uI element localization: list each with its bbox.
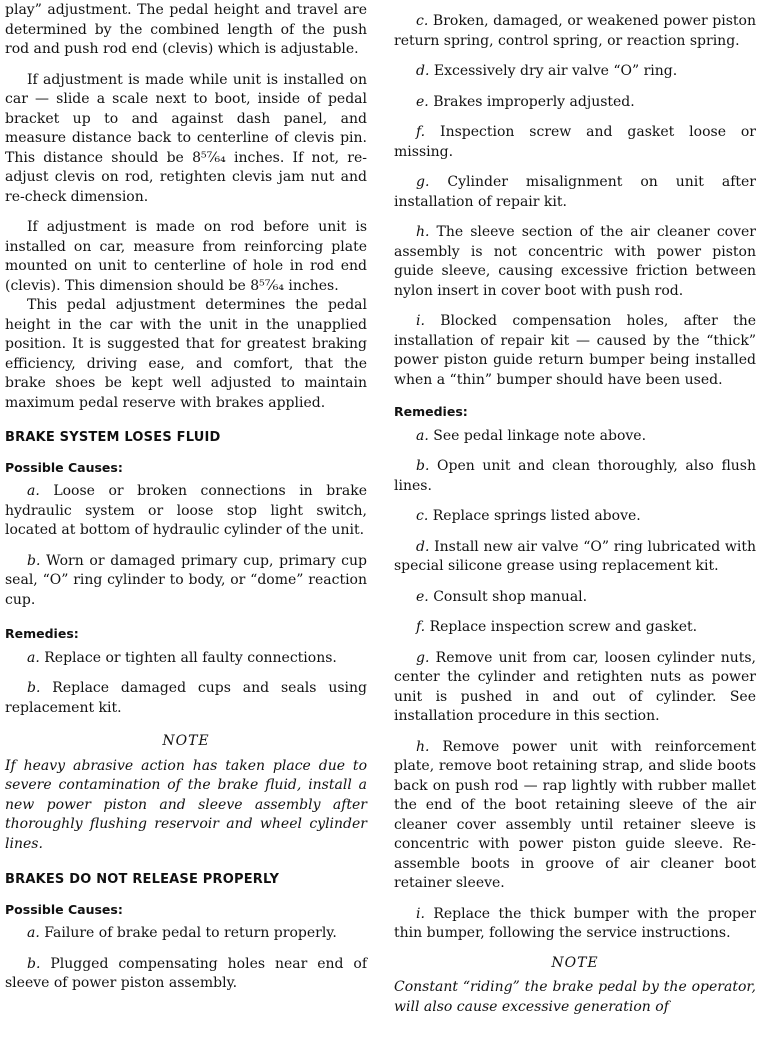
item-text: Broken, damaged, or weakened power piston return spring, control spring, or reaction spring. <box>394 13 756 49</box>
item-letter: b. <box>27 680 41 696</box>
item-letter: g. <box>416 649 430 666</box>
remedy-item <box>394 538 756 577</box>
paragraph-adjust-on-car: If adjustment is made while unit is installed on car — slide a scale next to boot, inside of pedal bracket up to and against dash panel, and measure distance back to centerline of clevis pin. This distance should be 8⁵⁷⁄₆₄ inches. If not, re-adjust clevis on rod, retighten clevis jam nut and re-check dimension. <box>5 71 367 205</box>
cause-item <box>5 552 367 611</box>
item-letter: e. <box>416 93 429 110</box>
item-letter: a. <box>27 483 40 499</box>
item-letter: h. <box>416 224 430 240</box>
note-title: NOTE <box>551 954 599 971</box>
cause-item <box>5 924 367 944</box>
remedy-item <box>5 649 367 669</box>
item-letter: a. <box>27 925 40 941</box>
remedies-label: Remedies: <box>394 404 468 419</box>
cause-item <box>394 62 756 82</box>
possible-causes-label: Possible Causes: <box>5 901 123 917</box>
section-heading-loses-fluid: BRAKE SYSTEM LOSES FLUID <box>5 430 221 445</box>
item-text: Replace the thick bumper with the proper thin bumper, following the service instructions. <box>394 905 756 941</box>
item-letter: b. <box>27 955 41 972</box>
item-letter: c. <box>416 13 429 29</box>
item-text: Consult shop manual. <box>433 588 588 605</box>
item-letter: i. <box>416 905 425 922</box>
right-column <box>394 0 756 1017</box>
item-text: Excessively dry air valve “O” ring. <box>433 63 678 79</box>
paragraph-adjust-on-rod: If adjustment is made on rod before unit is installed on car, measure from reinforcing plate mounted on unit to centerline of hole in rod end (clevis). This dimension should be 8⁵⁷⁄₆₄ inches. <box>5 219 367 294</box>
item-letter: c. <box>416 508 429 524</box>
cause-item <box>5 482 367 541</box>
item-text: Remove power unit with reinforcement plate, remove boot retaining strap, and slide boots back on push rod — rap lightly with rubber mallet the end of the boot retaining sleeve of the air cleaner cover assembly until retainer sleeve is concentric with power piston guide sleeve. Re-assemble boots in groove of air cleaner boot retainer sleeve. <box>394 738 756 891</box>
item-text: Install new air valve “O” ring lubricated with special silicone grease using replacement kit. <box>394 538 756 574</box>
item-text: Worn or damaged primary cup, primary cup seal, “O” ring cylinder to body, or “dome” reaction cup. <box>5 552 368 608</box>
remedy-item <box>394 738 756 894</box>
item-text: Remove unit from car, loosen cylinder nuts, center the cylinder and retighten nuts as power unit is pushed in and out of cylinder. See installation procedure in this section. <box>394 649 756 724</box>
item-text: Replace damaged cups and seals using replacement kit. <box>5 680 367 716</box>
item-letter: g. <box>416 174 430 190</box>
item-letter: d. <box>416 63 430 79</box>
item-text: See pedal linkage note above. <box>433 427 647 444</box>
item-letter: d. <box>416 538 430 555</box>
item-text: Inspection screw and gasket loose or missing. <box>394 124 757 160</box>
cause-item <box>5 955 367 994</box>
note-title: NOTE <box>162 733 210 749</box>
item-text: Replace or tighten all faulty connections. <box>44 649 337 666</box>
item-text: Failure of brake pedal to return properly. <box>44 925 337 941</box>
item-text: Blocked compensation holes, after the installation of repair kit — caused by the “thick” power piston guide return bumper being installed when a “thin” bumper should have been used. <box>394 313 757 388</box>
item-letter: f. <box>416 619 426 635</box>
item-text: Plugged compensating holes near end of sleeve of power piston assembly. <box>5 955 368 991</box>
remedy-item <box>394 457 756 496</box>
cause-item <box>394 93 756 113</box>
item-text: Replace inspection screw and gasket. <box>429 619 698 635</box>
paragraph-continued: play” adjustment. The pedal height and travel are determined by the combined length of the push rod and push rod end (clevis) which is adjustable. <box>5 2 367 57</box>
item-letter: a. <box>416 427 429 444</box>
item-text: Cylinder misalignment on unit after installation of repair kit. <box>394 174 756 210</box>
cause-item <box>394 223 756 301</box>
item-letter: e. <box>416 588 429 605</box>
note-body: Constant “riding” the brake pedal by the operator, will also cause excessive generation of <box>394 979 756 1015</box>
remedy-item <box>394 618 756 638</box>
left-column <box>5 0 367 994</box>
item-letter: i. <box>416 313 425 329</box>
cause-item <box>394 312 756 390</box>
note-body: If heavy abrasive action has taken place due to severe contamination of the brake fluid, install a new power piston and sleeve assembly after thoroughly flushing reservoir and wheel cylinder lines. <box>5 757 367 852</box>
remedy-item <box>394 649 756 727</box>
item-letter: h. <box>416 738 430 755</box>
remedy-item <box>394 507 756 527</box>
cause-item <box>394 173 756 212</box>
paragraph-pedal-height: This pedal adjustment determines the pedal height in the car with the unit in the unapplied position. It is suggested that for greatest braking efficiency, driving ease, and comfort, that the brake shoes be kept well adjusted to maintain maximum pedal reserve with brakes applied. <box>5 297 367 411</box>
cause-item <box>394 12 756 51</box>
item-letter: b. <box>416 458 430 474</box>
item-text: Replace springs listed above. <box>432 508 641 524</box>
possible-causes-label: Possible Causes: <box>5 459 123 475</box>
item-letter: f. <box>416 124 426 140</box>
remedy-item <box>394 588 756 608</box>
item-letter: a. <box>27 649 40 666</box>
remedies-label: Remedies: <box>5 626 79 641</box>
item-text: Open unit and clean thoroughly, also flush lines. <box>394 458 756 494</box>
remedy-item <box>394 905 756 944</box>
cause-item <box>394 123 756 162</box>
remedy-item <box>5 679 367 718</box>
item-text: Loose or broken connections in brake hydraulic system or loose stop light switch, located at bottom of hydraulic cylinder of the unit. <box>5 483 367 538</box>
item-letter: b. <box>27 552 41 569</box>
item-text: Brakes improperly adjusted. <box>433 93 635 110</box>
remedy-item <box>394 427 756 447</box>
item-text: The sleeve section of the air cleaner cover assembly is not concentric with power piston guide sleeve, causing excessive friction between nylon insert in cover boot with push rod. <box>394 224 757 299</box>
section-heading-do-not-release: BRAKES DO NOT RELEASE PROPERLY <box>5 872 280 887</box>
